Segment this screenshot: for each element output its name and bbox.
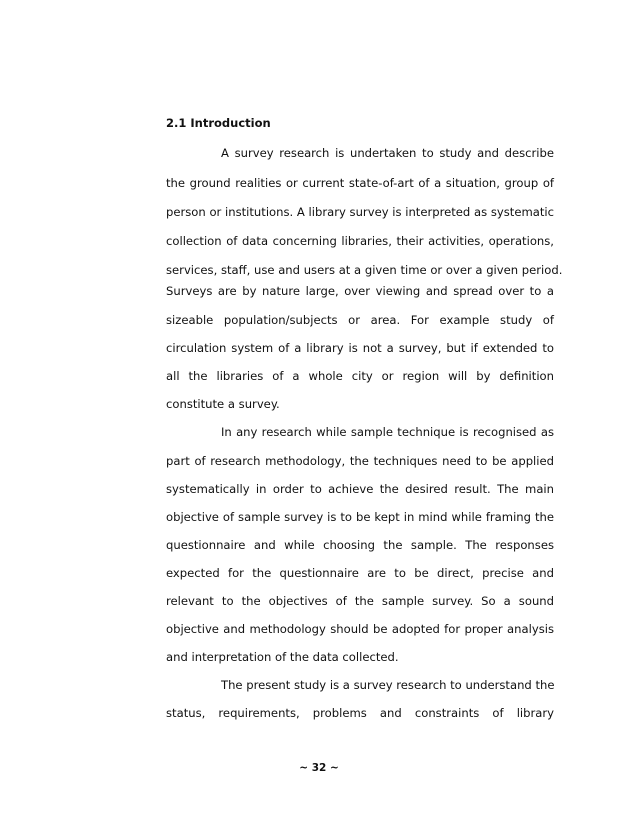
paragraph-line: questionnaire and while choosing the sample. The responses — [166, 538, 554, 552]
paragraph-line: the ground realities or current state-of-art of a situation, group of — [166, 176, 554, 190]
paragraph-line: collection of data concerning libraries, their activities, operations, — [166, 234, 554, 248]
paragraph-line: relevant to the objectives of the sample survey. So a sound — [166, 594, 554, 608]
paragraph-line: objective of sample survey is to be kept in mind while framing the — [166, 510, 554, 524]
page-number: ~ 32 ~ — [299, 762, 339, 774]
paragraph-line: Surveys are by nature large, over viewing and spread over to a — [166, 284, 554, 298]
paragraph-line: A survey research is undertaken to study and describe — [221, 146, 554, 160]
paragraph-line: objective and methodology should be adopted for proper analysis — [166, 622, 554, 636]
paragraph-line: systematically in order to achieve the desired result. The main — [166, 482, 554, 496]
paragraph-line: sizeable population/subjects or area. For example study of — [166, 313, 554, 327]
paragraph-line: In any research while sample technique is recognised as — [221, 425, 554, 439]
paragraph-line: expected for the questionnaire are to be direct, precise and — [166, 566, 554, 580]
paragraph-line: services, staff, use and users at a given time or over a given period. — [166, 263, 563, 277]
paragraph-line: status, requirements, problems and constraints of library — [166, 706, 554, 720]
section-heading: 2.1 Introduction — [166, 116, 271, 130]
paragraph-line: part of research methodology, the techniques need to be applied — [166, 454, 554, 468]
paragraph-line: and interpretation of the data collected. — [166, 650, 399, 664]
paragraph-line: circulation system of a library is not a survey, but if extended to — [166, 341, 554, 355]
paragraph-line: The present study is a survey research to understand the — [221, 678, 555, 692]
paragraph-line: person or institutions. A library survey is interpreted as systematic — [166, 205, 554, 219]
paragraph-line: constitute a survey. — [166, 397, 280, 411]
paragraph-line: all the libraries of a whole city or region will by definition — [166, 369, 554, 383]
